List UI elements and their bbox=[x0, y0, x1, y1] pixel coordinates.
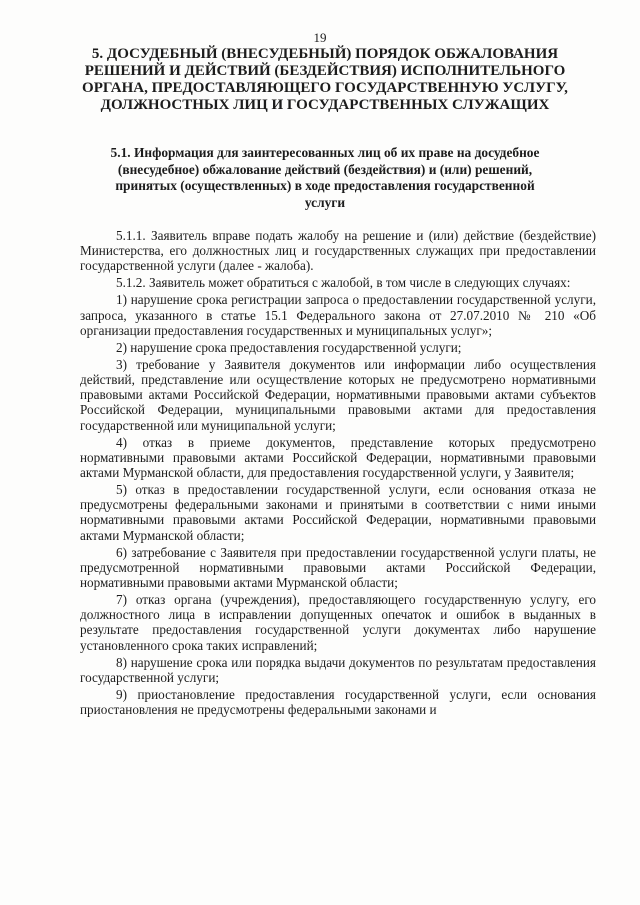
list-item-2: 2) нарушение срока предоставления государственной услуги; bbox=[116, 339, 462, 355]
list-item-6: 6) затребование с Заявителя при предоставлении государственной услуги платы, не предусмотренной нормативными правовыми актами Российской Федерации, нормативными правовыми актами Мурманской области; bbox=[80, 544, 596, 591]
list-item-1: 1) нарушение срока регистрации запроса о предоставлении государственной услуги, запроса, указанного в статье 15.1 Федерального закона от 27.07.2010 № 210 «Об организации предоставления государственных и муниципальных услуг»; bbox=[80, 292, 596, 338]
list-item-3: 3) требование у Заявителя документов или информации либо осуществления действий, представление или осуществление которых не предусмотрено нормативными правовыми актами Российской Федерации, нормативными правовыми актами субъектов Российской Федерации, муниципальными правовыми актами для предоставления государственной или муниципальной услуги; bbox=[80, 356, 596, 433]
section-title: 5. ДОСУДЕБНЫЙ (ВНЕСУДЕБНЫЙ) ПОРЯДОК ОБЖАЛОВАНИЯ РЕШЕНИЙ И ДЕЙСТВИЙ (БЕЗДЕЙСТВИЯ) ИСПОЛНИТЕЛЬНОГО ОРГАНА, ПРЕДОСТАВЛЯЮЩЕГО ГОСУДАРСТВЕННУЮ УСЛУГУ, ДОЛЖНОСТНЫХ ЛИЦ И ГОСУДАРСТВЕННЫХ СЛУЖАЩИХ bbox=[82, 46, 568, 113]
subsection-title: 5.1. Информация для заинтересованных лиц об их праве на досудебное (внесудебное) обжалование действий (бездействия) и (или) решений, принятых (осуществленных) в ходе предоставления государственной услуги bbox=[110, 145, 540, 210]
list-item-8: 8) нарушение срока или порядка выдачи документов по результатам предоставления государственной услуги; bbox=[80, 654, 596, 685]
page-number: 19 bbox=[313, 30, 327, 45]
body-text bbox=[80, 228, 596, 719]
paragraph-5-1-1: 5.1.1. Заявитель вправе подать жалобу на решение и (или) действие (бездействие) Министерства, его должностных лиц и государственных служащих при предоставлении государственной услуги (далее - жалоба). bbox=[80, 228, 596, 274]
list-item-9: 9) приостановление предоставления государственной услуги, если основания приостановления не предусмотрены федеральными законами и bbox=[80, 686, 596, 718]
paragraph-5-1-2: 5.1.2. Заявитель может обратиться с жалобой, в том числе в следующих случаях: bbox=[116, 275, 571, 291]
list-item-4: 4) отказ в приеме документов, представление которых предусмотрено нормативными правовыми актами Российской Федерации, нормативными правовыми актами Мурманской области, для предоставления государственной услуги, у Заявителя; bbox=[80, 434, 596, 481]
list-item-7: 7) отказ органа (учреждения), предоставляющего государственную услугу, его должностного лица в исправлении допущенных опечаток и ошибок в выданных в результате предоставления государственной услуги документах либо нарушение установленного срока таких исправлений; bbox=[80, 592, 596, 653]
list-item-5: 5) отказ в предоставлении государственной услуги, если основания отказа не предусмотрены федеральными законами и принятыми в соответствии с ними иными нормативными правовыми актами Российской Федерации, нормативными правовыми актами Мурманской области; bbox=[80, 482, 596, 543]
